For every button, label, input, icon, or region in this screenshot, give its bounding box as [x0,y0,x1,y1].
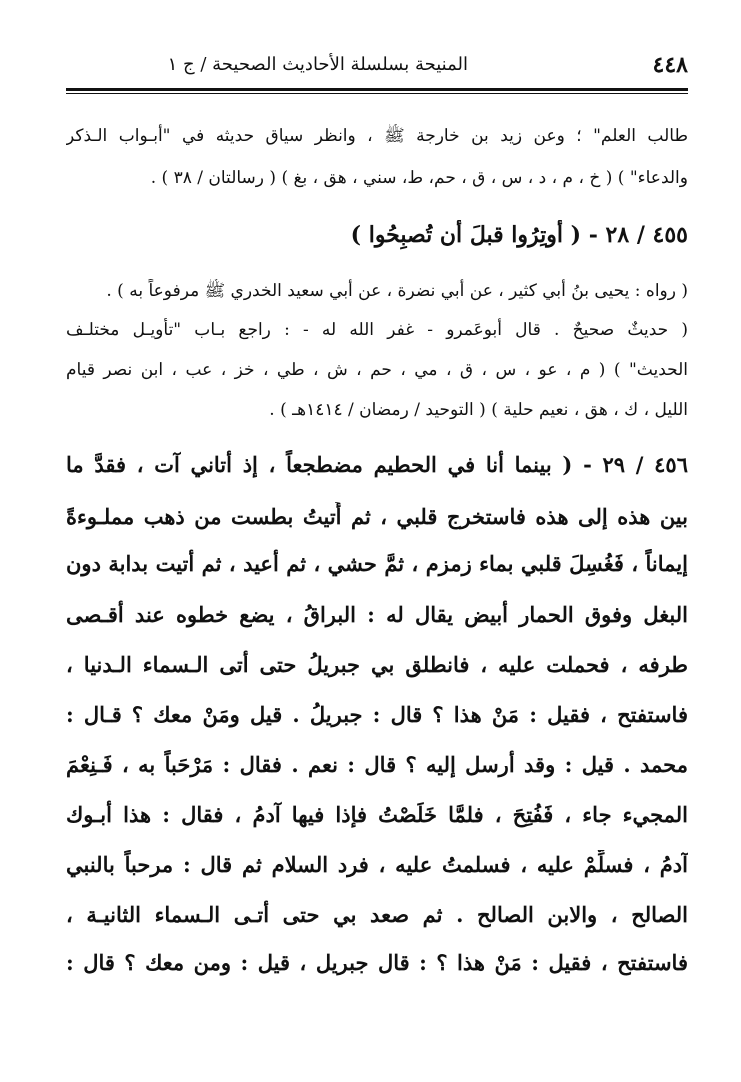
hadith-line: إيماناً ، فَغُسِلَ قلبي بماء زمزم ، ثمَّ حشي ، ثم أعيد ، ثم أتيت بدابة دون [66,551,688,576]
hadith-line: فاستفتح ، فقيل : مَنْ هذا ؟ قال : جبريلُ . قيل ومَنْ معك ؟ قـال : [66,702,688,727]
hadith-title: ٤٥٥ / ٢٨ - ( أوتِرُوا قبلَ أن تُصبِحُوا ) [350,222,688,248]
hadith-line: محمد . قيل : وقد أرسل إليه ؟ قال : نعم . فقال : مَرْحَباً به ، فَـنِعْمَ [66,752,688,777]
text-line: الليل ، ك ، هق ، نعيم حلية ) ( التوحيد / رمضان / ١٤١٤هـ ) . [269,400,688,420]
header-rule-thin [66,93,688,94]
hadith-line: المجيء جاء ، فَفُتِحَ ، فلمَّا خَلَصْتُ فإذا فيها آدمُ ، فقال : هذا أبـوك [66,802,688,827]
hadith-line: البغل وفوق الحمار أبيض يقال له : البراقُ ، يضع خطوه عند أقـصى [66,602,688,627]
page-header [66,44,688,84]
hadith-line: فاستفتح ، فقيل : مَنْ هذا ؟ : قال جبريل ، قيل : ومن معك ؟ قال : [66,950,688,975]
header-rule [66,88,688,91]
page-number: ٤٤٨ [652,52,688,78]
text-line: والدعاء" ) ( خ ، م ، د ، س ، ق ، حم، ط، سني ، هق ، بغ ) ( رسالتان / ٣٨ ) . [150,168,688,188]
text-line: ( حديثٌ صحيحٌ . قال أبوعَمرو - غفر الله له - : راجع بـاب "تأويـل مختلـف [66,320,688,340]
hadith-line: الصالح ، والابن الصالح . ثم صعد بي حتى أتـى الـسماء الثانيـة ، [66,902,688,927]
hadith-line: بين هذه إلى هذه فاستخرج قلبي ، ثم أُتيتُ بطست من ذهب مملـوءةً [66,504,688,529]
hadith-line: طرفه ، فحملت عليه ، فانطلق بي جبريلُ حتى أتى الـسماء الـدنيا ، [66,652,688,677]
text-line: طالب العلم" ؛ وعن زيد بن خارجة ﷺ ، وانظر سياق حديثه في "أبـواب الـذكر [66,126,688,146]
hadith-line: آدمُ ، فسلِّمْ عليه ، فسلمتُ عليه ، فرد السلام ثم قال : مرحباً بالنبي [66,852,688,877]
hadith-line: ٤٥٦ / ٢٩ - ( بينما أنا في الحطيم مضطجعاً ، إذ أتاني آت ، فقدَّ ما [66,452,688,477]
text-line: ( رواه : يحيى بنُ أبي كثير ، عن أبي نضرة ، عن أبي سعيد الخدري ﷺ مرفوعاً به ) . [106,281,688,301]
text-line: الحديث" ) ( م ، عو ، س ، ق ، مي ، حم ، ش ، طي ، خز ، عب ، ابن نصر قيام [66,360,688,380]
running-title: المنيحة بسلسلة الأحاديث الصحيحة / ج ١ [167,54,468,75]
